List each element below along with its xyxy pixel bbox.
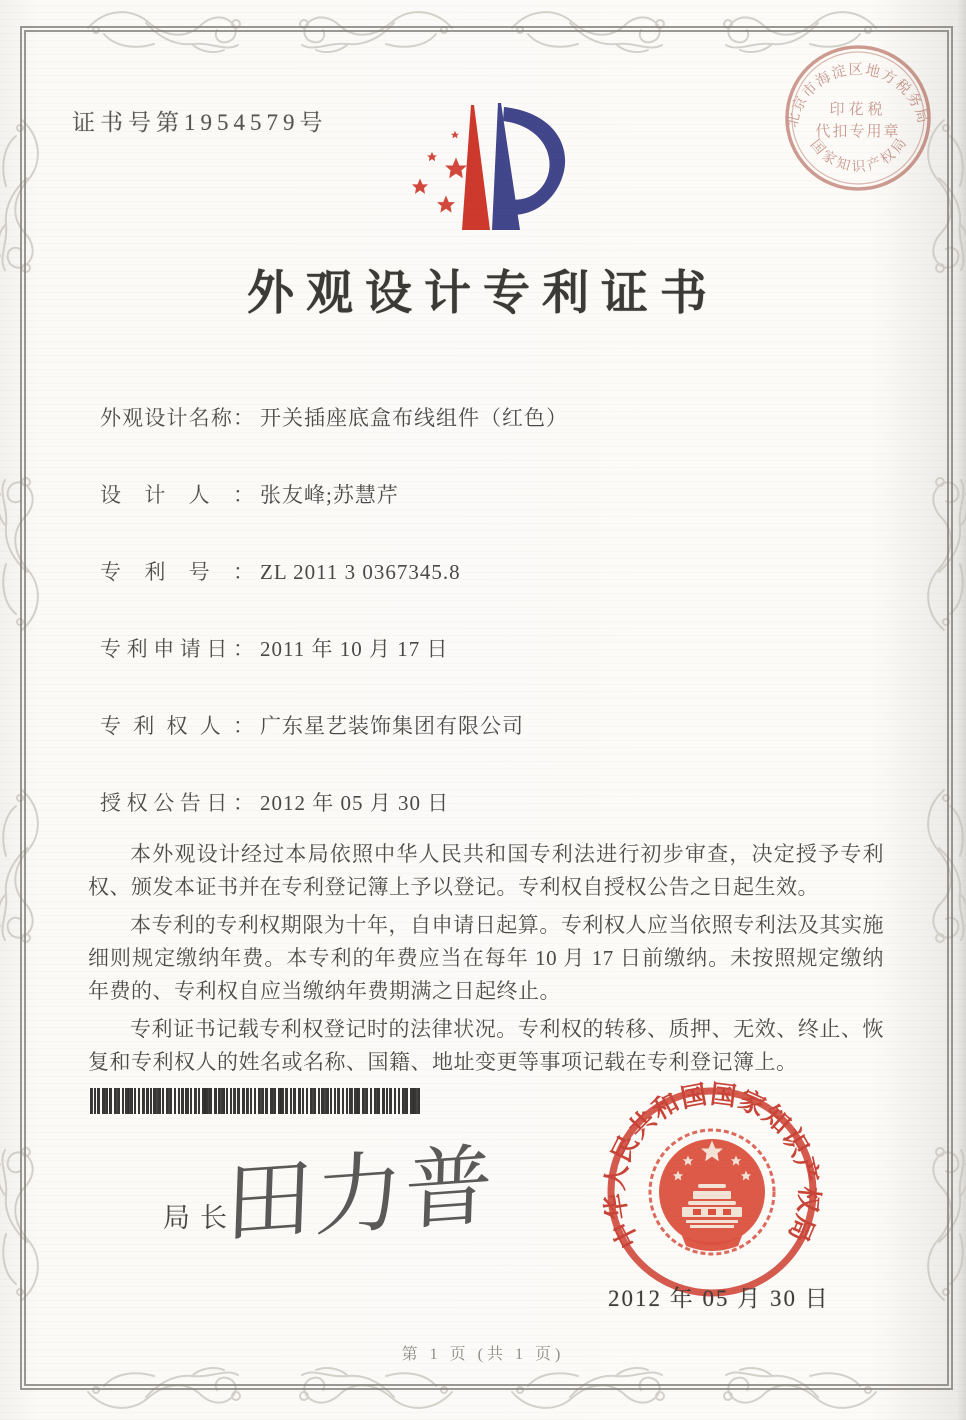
field-value: ZL 2011 3 0367345.8 bbox=[260, 560, 461, 584]
tax-stamp bbox=[778, 38, 938, 198]
legal-paragraph-2: 本专利的专利权期限为十年，自申请日起算。专利权人应当依照专利法及其实施细则规定缴纳年费。本专利的年费应当在每年 10 月 17 日前缴纳。未按照规定缴纳年费的、专利权自应当缴纳年费期满之日起终止。 bbox=[88, 913, 884, 1003]
certificate-title: 外观设计专利证书 bbox=[247, 268, 719, 320]
tax-stamp-arc-bottom: 国家知识产权局 bbox=[806, 133, 912, 176]
director-label: 局长 bbox=[163, 1203, 237, 1233]
field-label: 设计人： bbox=[100, 483, 254, 507]
field-designer bbox=[100, 479, 399, 509]
field-label: 外观设计名称： bbox=[100, 406, 254, 430]
tax-stamp-line1: 印花税 bbox=[829, 102, 887, 118]
logo-red-cone bbox=[462, 105, 490, 230]
field-filing-date bbox=[100, 633, 448, 663]
seal-ring-text: 中华人民共和国国家知识产权局 bbox=[600, 1079, 824, 1253]
field-value: 张友峰;苏慧芹 bbox=[260, 483, 399, 507]
field-value: 2011 年 10 月 17 日 bbox=[260, 637, 449, 661]
national-emblem-icon bbox=[650, 1130, 774, 1254]
field-label: 专利号： bbox=[100, 560, 254, 584]
field-label: 专利申请日： bbox=[100, 637, 254, 661]
tax-stamp-line2: 代扣专用章 bbox=[815, 124, 901, 140]
legal-paragraph-1: 本外观设计经过本局依照中华人民共和国专利法进行初步审查，决定授予专利权、颁发本证书并在专利登记簿上予以登记。专利权自授权公告之日起生效。 bbox=[88, 842, 884, 899]
field-label: 授权公告日： bbox=[100, 791, 254, 815]
field-value: 2012 年 05 月 30 日 bbox=[260, 791, 450, 815]
field-design-name bbox=[100, 402, 568, 432]
field-patentee bbox=[100, 710, 524, 740]
legal-paragraph-3: 专利证书记载专利权登记时的法律状况。专利权的转移、质押、无效、终止、恢复和专利权人的姓名或名称、国籍、地址变更等事项记载在专利登记簿上。 bbox=[88, 1017, 884, 1074]
certificate-number: 证书号第1954579号 bbox=[72, 110, 328, 135]
field-value: 广东星艺装饰集团有限公司 bbox=[260, 714, 524, 738]
seal-date: 2012 年 05 月 30 日 bbox=[608, 1286, 830, 1311]
field-value: 开关插座底盒布线组件（红色） bbox=[260, 406, 568, 430]
page-number-footer: 第 1 页 (共 1 页) bbox=[401, 1346, 565, 1363]
official-seal bbox=[594, 1078, 830, 1314]
logo-stars bbox=[412, 131, 467, 213]
field-grant-date bbox=[100, 787, 449, 817]
tax-stamp-arc-top: 北京市海淀区地方税务局 bbox=[784, 61, 932, 130]
field-label: 专利权人： bbox=[100, 714, 254, 738]
barcode bbox=[90, 1088, 422, 1114]
field-patent-number bbox=[100, 556, 461, 586]
cnipa-logo-icon bbox=[405, 95, 575, 240]
legal-text bbox=[88, 838, 884, 1084]
director-signature: 田力普 bbox=[223, 1133, 497, 1256]
